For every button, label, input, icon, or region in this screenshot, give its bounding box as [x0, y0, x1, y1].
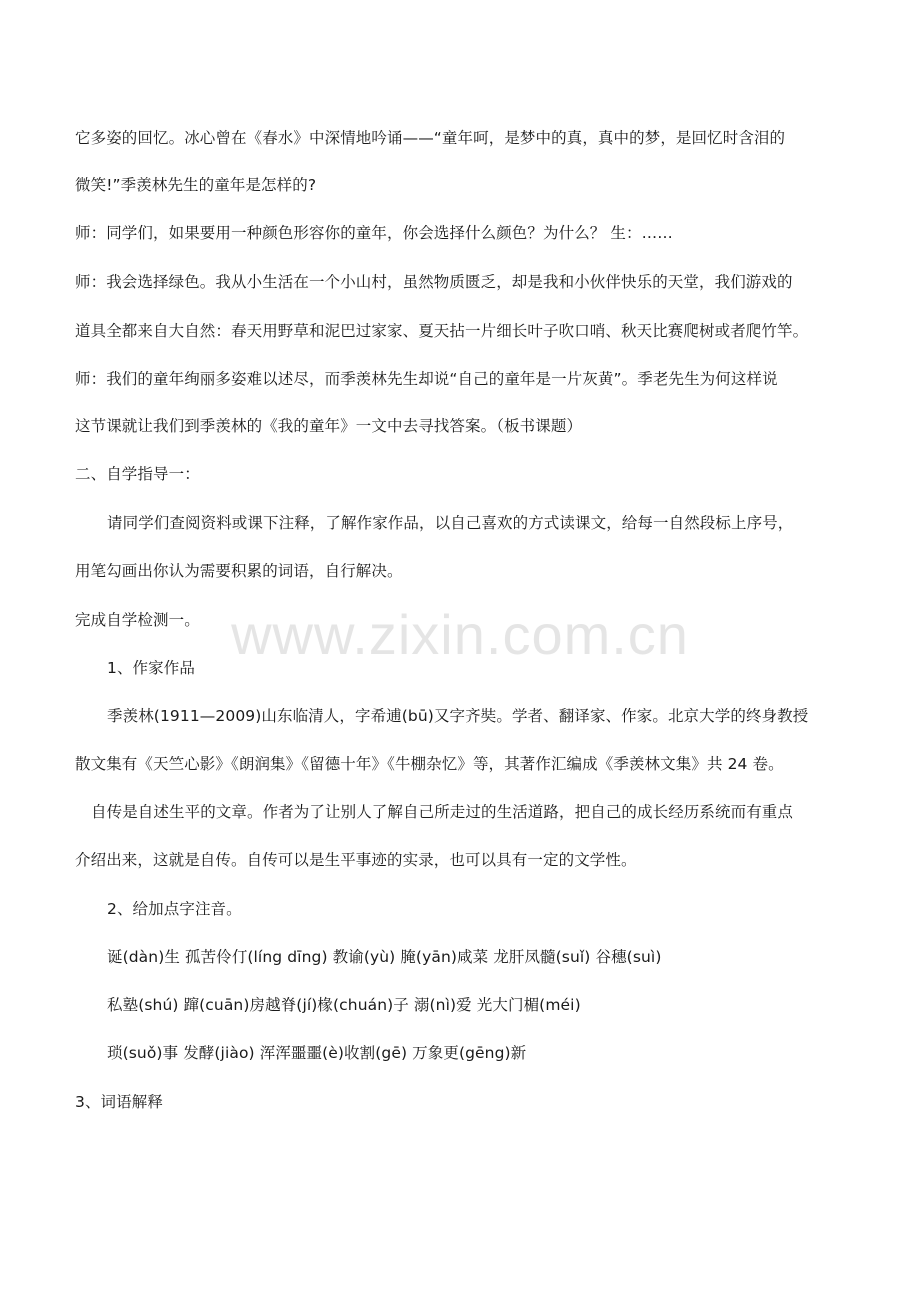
paragraph-line: 散文集有《天竺心影》《朗润集》《留德十年》《牛棚杂忆》等，其著作汇编成《季羡林文集》共 24 卷。 — [75, 755, 784, 773]
paragraph-line: 这节课就让我们到季羡林的《我的童年》一文中去寻找答案。（板书课题） — [75, 417, 583, 435]
paragraph-line: 完成自学检测一。 — [75, 611, 200, 629]
subsection-heading: 2、给加点字注音。 — [107, 900, 242, 918]
pinyin-line: 诞(dàn)生 孤苦伶仃(líng dīng) 教谕(yù) 腌(yān)咸菜 龙肝凤髓(suǐ) 谷穗(suì) — [107, 948, 662, 966]
paragraph-line: 用笔勾画出你认为需要积累的词语，自行解决。 — [75, 562, 403, 580]
paragraph-line: 它多姿的回忆。冰心曾在《春水》中深情地吟诵——“童年呵，是梦中的真，真中的梦，是回忆时含泪的 — [75, 129, 786, 147]
paragraph-line: 微笑!”季羡林先生的童年是怎样的? — [75, 176, 317, 194]
paragraph-line: 道具全都来自大自然：春天用野草和泥巴过家家、夏天拈一片细长叶子吹口哨、秋天比赛爬树或者爬竹竿。 — [75, 322, 809, 340]
paragraph-line: 请同学们查阅资料或课下注释，了解作家作品，以自己喜欢的方式读课文，给每一自然段标上序号， — [107, 514, 794, 532]
watermark: www.zixin.com.cn — [231, 603, 689, 666]
paragraph-line: 季羡林(1911—2009)山东临清人，字希逋(bū)又字齐奘。学者、翻译家、作家。北京大学的终身教授 — [107, 707, 809, 725]
paragraph-line: 师：我会选择绿色。我从小生活在一个小山村，虽然物质匮乏，却是我和小伙伴快乐的天堂，我们游戏的 — [75, 273, 793, 291]
pinyin-line: 私塾(shú) 蹿(cuān)房越脊(jí)椽(chuán)子 溺(nì)爱 光大门楣(méi) — [107, 996, 581, 1014]
pinyin-line: 琐(suǒ)事 发酵(jiào) 浑浑噩噩(è)收割(gē) 万象更(gēng)新 — [107, 1044, 527, 1062]
paragraph-line: 师：我们的童年绚丽多姿难以述尽，而季羡林先生却说“自己的童年是一片灰黄”。季老先生为何这样说 — [75, 370, 778, 388]
subsection-heading: 3、词语解释 — [75, 1093, 163, 1111]
section-heading: 二、自学指导一： — [75, 465, 200, 483]
paragraph-line: 介绍出来，这就是自传。自传可以是生平事迹的实录，也可以具有一定的文学性。 — [75, 851, 637, 869]
subsection-heading: 1、作家作品 — [107, 659, 195, 677]
paragraph-line: 师：同学们，如果要用一种颜色形容你的童年，你会选择什么颜色？为什么？ 生：…… — [75, 224, 673, 242]
paragraph-line: 自传是自述生平的文章。作者为了让别人了解自己所走过的生活道路，把自己的成长经历系统而有重点 — [91, 803, 794, 821]
